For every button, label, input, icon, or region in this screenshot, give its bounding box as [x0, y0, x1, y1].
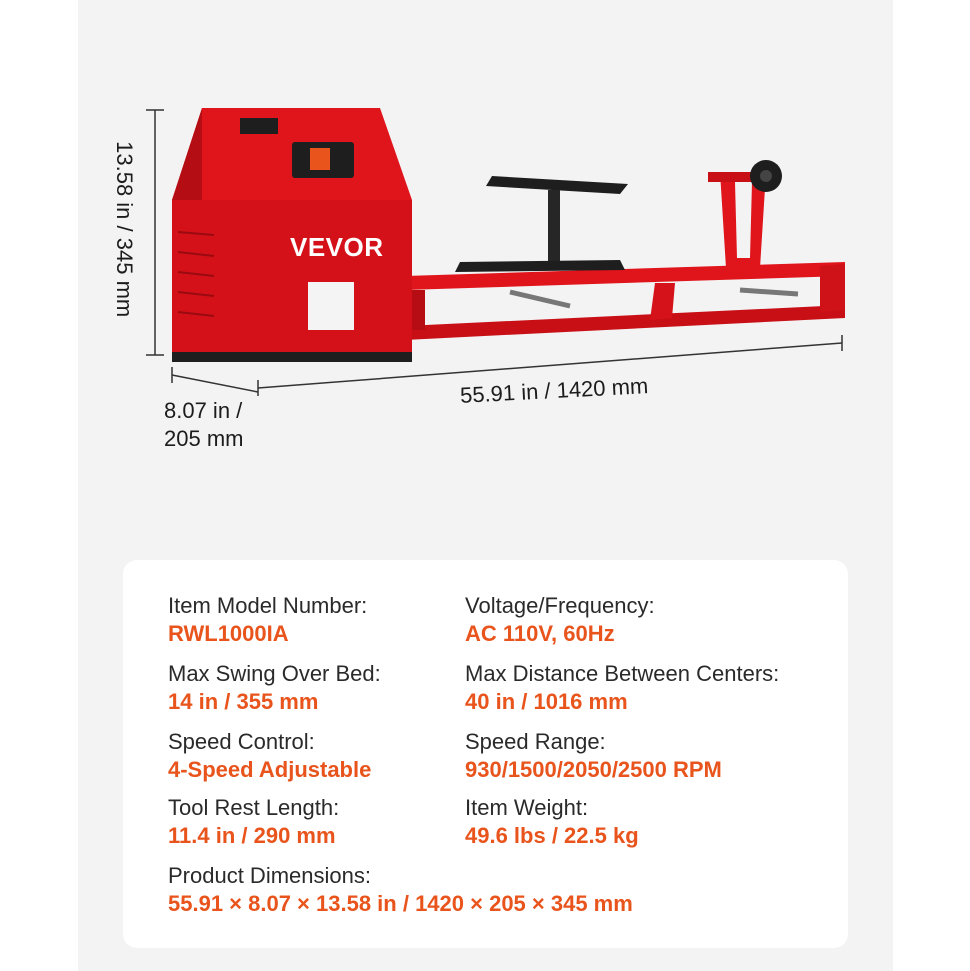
spec-label: Speed Range: — [465, 729, 606, 754]
spec-item-swing — [168, 660, 381, 716]
height-dimension-label: 13.58 in / 345 mm — [112, 141, 138, 318]
brand-logo: VEVOR — [290, 232, 384, 262]
spec-item-weight — [465, 794, 639, 850]
spec-item-dimensions — [168, 862, 633, 918]
spec-value: 930/1500/2050/2500 RPM — [465, 757, 722, 782]
depth-dimension-label-line2: 205 mm — [164, 426, 244, 451]
depth-dimension-line — [172, 367, 258, 392]
spec-label: Max Swing Over Bed: — [168, 661, 381, 686]
spec-item-speed-range — [465, 728, 722, 784]
spec-value: RWL1000IA — [168, 621, 289, 646]
spec-label: Voltage/Frequency: — [465, 593, 655, 618]
spec-item-model — [168, 592, 367, 648]
spec-value: 40 in / 1016 mm — [465, 689, 628, 714]
spec-item-voltage — [465, 592, 655, 648]
spec-value: 4-Speed Adjustable — [168, 757, 372, 782]
spec-item-distance — [465, 660, 779, 716]
spec-label: Speed Control: — [168, 729, 315, 754]
spec-label: Max Distance Between Centers: — [465, 661, 780, 686]
spec-label: Item Model Number: — [168, 593, 368, 618]
spec-item-speed-control — [168, 728, 371, 784]
spec-value: 11.4 in / 290 mm — [168, 823, 336, 848]
spec-value: 55.91 × 8.07 × 13.58 in / 1420 × 205 × 345 mm — [168, 891, 633, 916]
length-dimension-label: 55.91 in / 1420 mm — [459, 373, 649, 408]
spec-label: Product Dimensions: — [168, 863, 371, 888]
specifications-card — [123, 560, 848, 948]
depth-dimension-label-line1: 8.07 in / — [164, 398, 243, 423]
spec-value: 49.6 lbs / 22.5 kg — [465, 823, 639, 848]
spec-item-tool-rest — [168, 794, 339, 850]
spec-label: Item Weight: — [465, 795, 589, 820]
lathe-bed — [405, 262, 845, 340]
spec-value: 14 in / 355 mm — [168, 689, 319, 714]
height-dimension-line — [146, 110, 164, 355]
spec-label: Tool Rest Length: — [168, 795, 340, 820]
spec-value: AC 110V, 60Hz — [465, 621, 615, 646]
